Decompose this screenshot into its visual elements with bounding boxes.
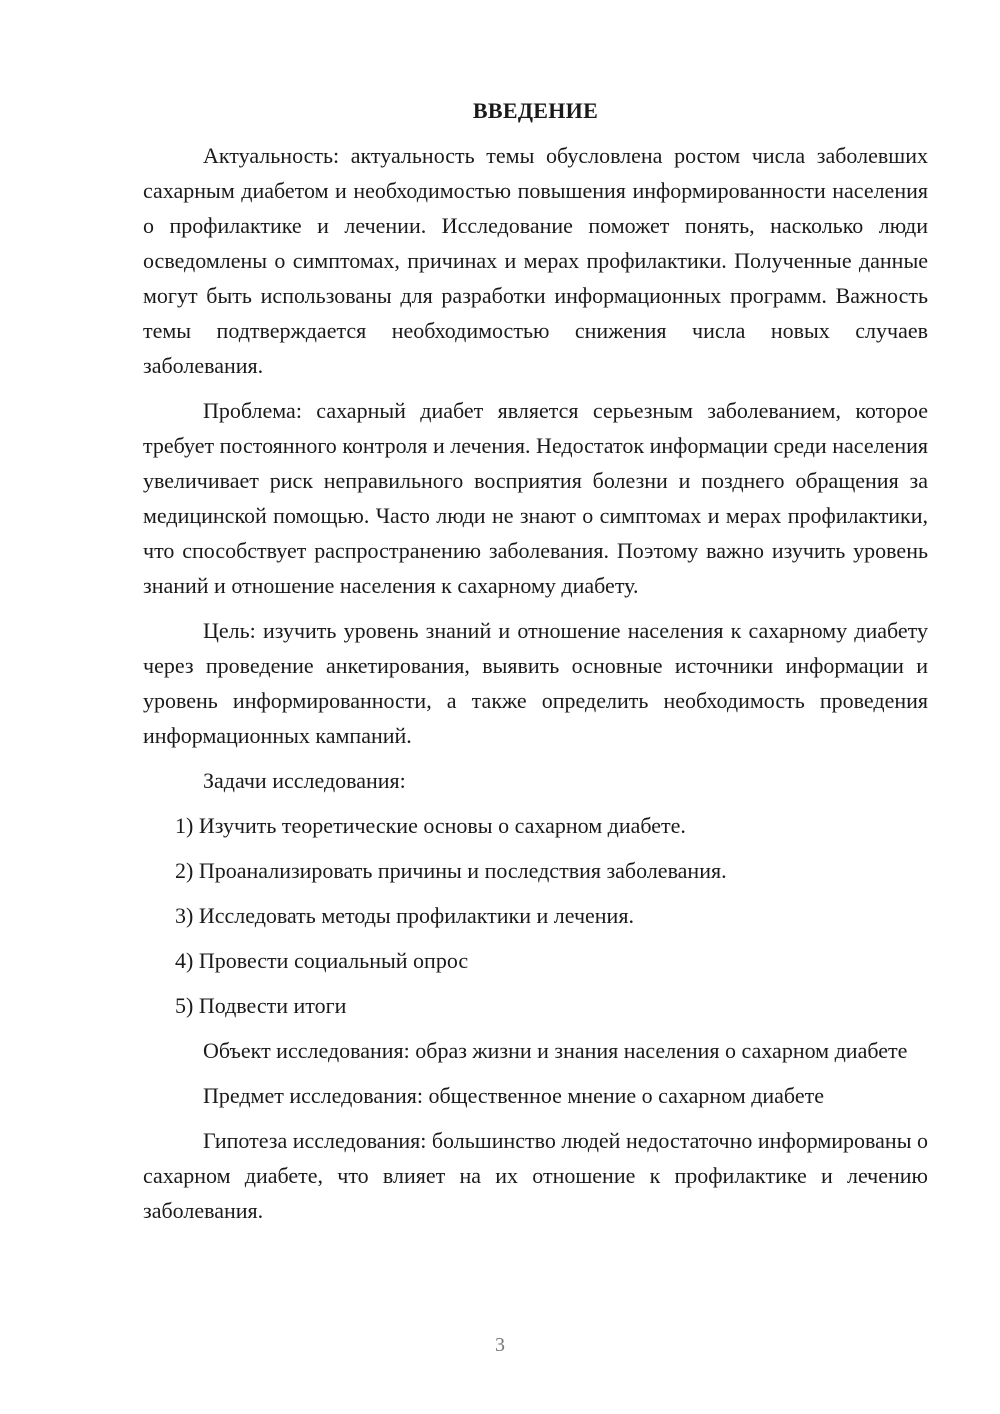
tasks-heading: Задачи исследования: bbox=[203, 768, 406, 793]
list-item: 1) Изучить теоретические основы о сахарном диабете. bbox=[175, 813, 686, 838]
list-item: 3) Исследовать методы профилактики и лечения. bbox=[175, 903, 634, 928]
paragraph-goal: Цель: изучить уровень знаний и отношение населения к сахарному диабету через проведение анкетирования, выявить основные источники информации и уровень информированности, а также определить необходимость проведения информационных кампаний. bbox=[143, 618, 928, 748]
list-item: 4) Провести социальный опрос bbox=[175, 948, 469, 973]
document-page bbox=[143, 96, 928, 1238]
paragraph-hypothesis: Гипотеза исследования: большинство людей недостаточно информированы о сахарном диабете, что влияет на их отношение к профилактике и лечению заболевания. bbox=[143, 1128, 928, 1223]
paragraph-subject: Предмет исследования: общественное мнение о сахарном диабете bbox=[203, 1083, 824, 1108]
page-title: ВВЕДЕНИЕ bbox=[472, 98, 599, 123]
list-item: 5) Подвести итоги bbox=[175, 993, 347, 1018]
tasks-list bbox=[143, 808, 928, 1023]
page-number: 3 bbox=[495, 1334, 505, 1356]
list-item: 2) Проанализировать причины и последствия заболевания. bbox=[175, 858, 727, 883]
paragraph-relevance: Актуальность: актуальность темы обусловлена ростом числа заболевших сахарным диабетом и необходимостью повышения информированности населения о профилактике и лечении. Исследование поможет понять, насколько люди осведомлены о симптомах, причинах и мерах профилактики. Полученные данные могут быть использованы для разработки информационных программ. Важность темы подтверждается необходимостью снижения числа новых случаев заболевания. bbox=[143, 143, 928, 378]
paragraph-problem: Проблема: сахарный диабет является серьезным заболеванием, которое требует постоянного контроля и лечения. Недостаток информации среди населения увеличивает риск неправильного восприятия болезни и позднего обращения за медицинской помощью. Часто люди не знают о симптомах и мерах профилактики, что способствует распространению заболевания. Поэтому важно изучить уровень знаний и отношение населения к сахарному диабету. bbox=[143, 398, 928, 598]
paragraph-object: Объект исследования: образ жизни и знания населения о сахарном диабете bbox=[203, 1038, 908, 1063]
